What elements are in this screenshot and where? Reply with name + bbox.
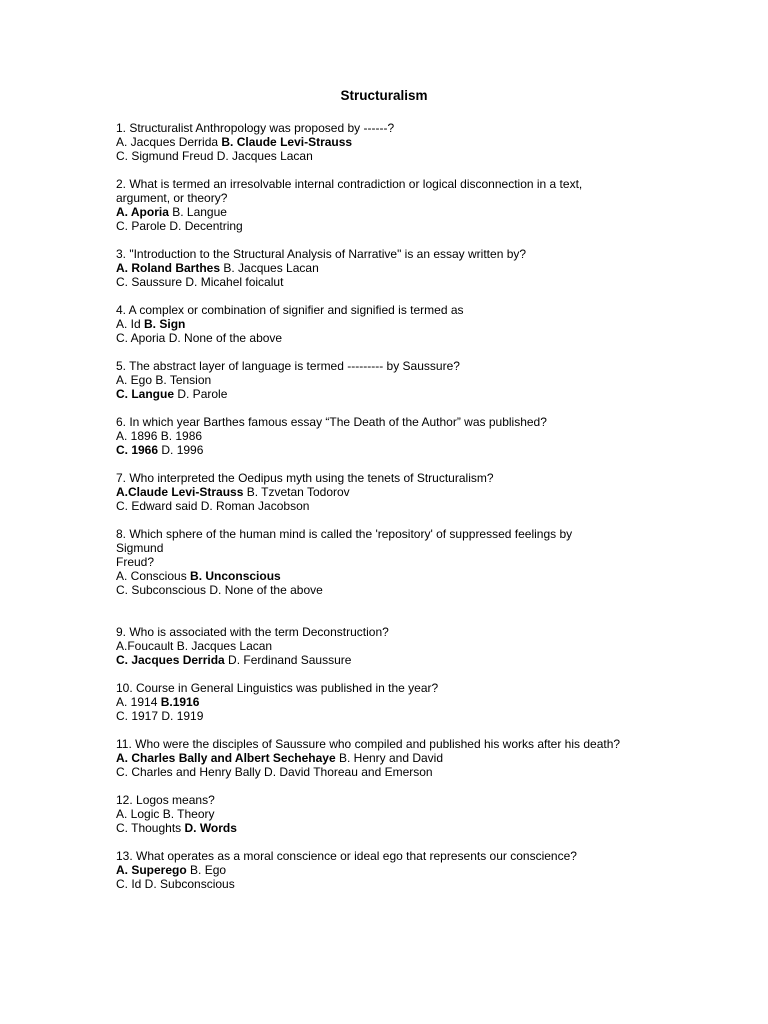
option-line <box>116 275 636 289</box>
option-text: D. Ferdinand Saussure <box>224 653 352 667</box>
question-stem: 9. Who is associated with the term Deconstruction? <box>116 625 389 639</box>
option-text: B. Tzvetan Todorov <box>243 485 350 499</box>
option-text: D. Parole <box>174 387 228 401</box>
question-item <box>116 625 636 667</box>
correct-answer: B. Unconscious <box>190 569 281 583</box>
option-text: B. Ego <box>186 863 227 877</box>
option-line <box>116 443 636 457</box>
question-item <box>116 849 636 891</box>
option-text: A. Logic B. Theory <box>116 807 215 821</box>
option-text: C. Aporia D. None of the above <box>116 331 283 345</box>
option-text: C. Saussure D. Micahel foicalut <box>116 275 284 289</box>
question-stem: 5. The abstract layer of language is termed --------- by Saussure? <box>116 359 460 373</box>
option-line <box>116 569 636 583</box>
question-list <box>116 121 636 905</box>
correct-answer: C. Langue <box>116 387 175 401</box>
question-stem: 13. What operates as a moral conscience or ideal ego that represents our conscience? <box>116 849 577 863</box>
correct-answer: C. Jacques Derrida <box>116 653 225 667</box>
option-line <box>116 499 636 513</box>
option-line <box>116 261 636 275</box>
question-item <box>116 737 636 779</box>
correct-answer: A. Roland Barthes <box>116 261 221 275</box>
question-item <box>116 121 636 163</box>
question-stem: 3. "Introduction to the Structural Analysis of Narrative" is an essay written by? <box>116 247 527 261</box>
question-stem: 10. Course in General Linguistics was published in the year? <box>116 681 439 695</box>
option-line <box>116 331 636 345</box>
option-line <box>116 695 636 709</box>
correct-answer: A.Claude Levi-Strauss <box>116 485 244 499</box>
question-stem: Sigmund <box>116 541 164 555</box>
option-text: C. Parole D. Decentring <box>116 219 243 233</box>
option-line <box>116 317 636 331</box>
option-text: A. Ego B. Tension <box>116 373 212 387</box>
option-text: A. Id <box>116 317 145 331</box>
option-text: A. Conscious <box>116 569 191 583</box>
correct-answer: A. Aporia <box>116 205 169 219</box>
option-line <box>116 485 636 499</box>
option-line <box>116 219 636 233</box>
question-item <box>116 359 636 401</box>
option-line <box>116 639 636 653</box>
option-line <box>116 877 636 891</box>
question-item <box>116 793 636 835</box>
option-text: C. Subconscious D. None of the above <box>116 583 323 597</box>
question-stem: Freud? <box>116 555 155 569</box>
option-line <box>116 135 636 149</box>
option-text: A.Foucault B. Jacques Lacan <box>116 639 273 653</box>
correct-answer: C. 1966 <box>116 443 159 457</box>
option-text: D. 1996 <box>158 443 204 457</box>
correct-answer: A. Charles Bally and Albert Sechehaye <box>116 751 336 765</box>
correct-answer: A. Superego <box>116 863 187 877</box>
option-line <box>116 205 636 219</box>
option-text: C. Edward said D. Roman Jacobson <box>116 499 310 513</box>
question-item <box>116 415 636 457</box>
question-stem: 12. Logos means? <box>116 793 215 807</box>
question-stem: 11. Who were the disciples of Saussure who compiled and published his works after his death? <box>116 737 621 751</box>
correct-answer: B. Claude Levi-Strauss <box>221 135 353 149</box>
option-text: A. 1896 B. 1986 <box>116 429 203 443</box>
option-text: C. Sigmund Freud D. Jacques Lacan <box>116 149 313 163</box>
correct-answer: B.1916 <box>160 695 200 709</box>
option-text: B. Langue <box>168 205 227 219</box>
option-text: B. Henry and David <box>335 751 444 765</box>
option-line <box>116 373 636 387</box>
option-line <box>116 387 636 401</box>
option-text: A. Jacques Derrida <box>116 135 222 149</box>
option-text: C. 1917 D. 1919 <box>116 709 204 723</box>
option-text: C. Thoughts <box>116 821 185 835</box>
question-item <box>116 527 636 597</box>
option-line <box>116 429 636 443</box>
question-stem: 4. A complex or combination of signifier and signified is termed as <box>116 303 464 317</box>
option-line <box>116 149 636 163</box>
option-line <box>116 751 636 765</box>
option-line <box>116 583 636 597</box>
option-text: C. Charles and Henry Bally D. David Thoreau and Emerson <box>116 765 433 779</box>
question-stem: 2. What is termed an irresolvable internal contradiction or logical disconnection in a text, argument, or theory? <box>116 177 583 205</box>
option-line <box>116 821 636 835</box>
question-stem: 1. Structuralist Anthropology was proposed by ------? <box>116 121 395 135</box>
document-title: Structuralism <box>340 88 428 103</box>
question-stem: 8. Which sphere of the human mind is called the 'repository' of suppressed feelings by <box>116 527 573 541</box>
question-item <box>116 177 636 233</box>
option-line <box>116 765 636 779</box>
question-item <box>116 247 636 289</box>
correct-answer: D. Words <box>184 821 237 835</box>
question-item <box>116 303 636 345</box>
correct-answer: B. Sign <box>144 317 186 331</box>
option-line <box>116 709 636 723</box>
question-stem: 6. In which year Barthes famous essay “The Death of the Author” was published? <box>116 415 547 429</box>
option-text: B. Jacques Lacan <box>220 261 319 275</box>
option-line <box>116 653 636 667</box>
question-stem: 7. Who interpreted the Oedipus myth using the tenets of Structuralism? <box>116 471 494 485</box>
option-text: A. 1914 <box>116 695 161 709</box>
option-line <box>116 807 636 821</box>
question-item <box>116 681 636 723</box>
option-text: C. Id D. Subconscious <box>116 877 235 891</box>
option-line <box>116 863 636 877</box>
question-item <box>116 471 636 513</box>
